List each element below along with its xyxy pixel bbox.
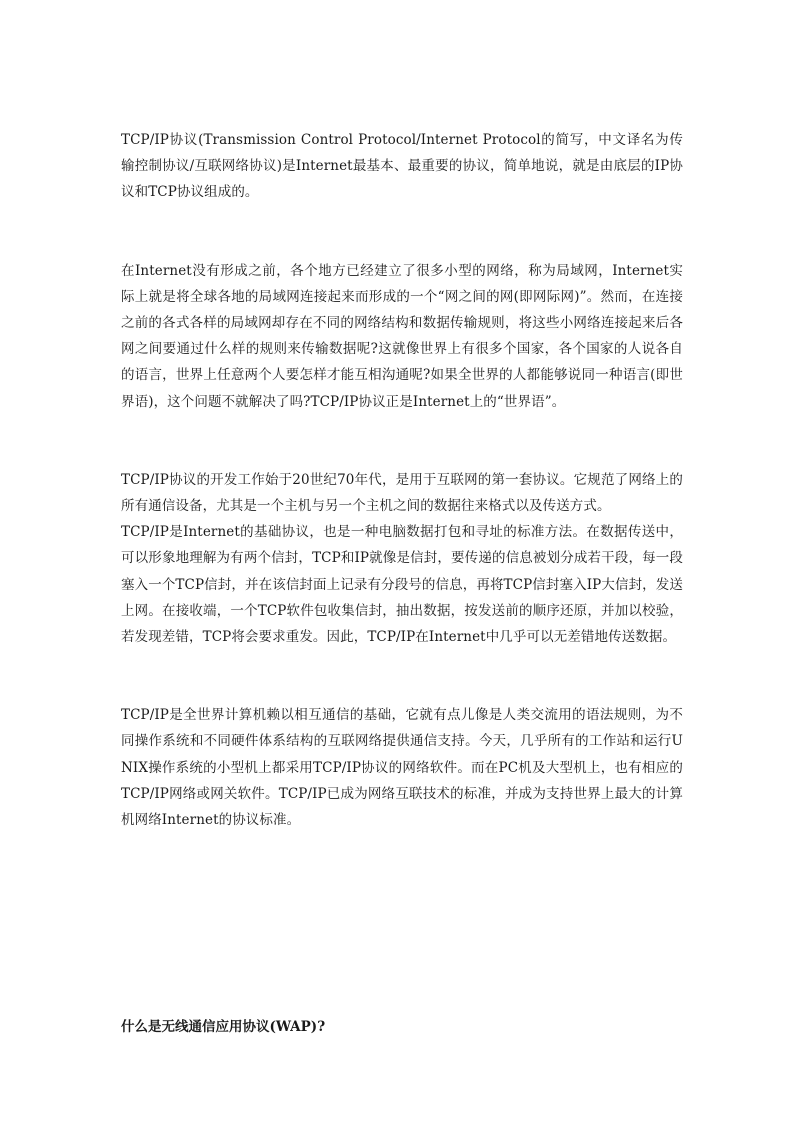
paragraph-tcpip-standard: TCP/IP是全世界计算机赖以相互通信的基础，它就有点儿像是人类交流用的语法规则，为不同操作系统和不同硬件体系结构的互联网络提供通信支持。今天，几乎所有的工作站和运行UNIX操作系统的小型机上都采用TCP/IP协议的网络软件。而在PC机及大型机上，也有相应的TCP/IP网络或网关软件。TCP/IP已成为网络互联技术的标准，并成为支持世界上最大的计算机网络Internet的协议标准。	[121, 707, 683, 829]
paragraph-tcpip-history: TCP/IP协议的开发工作始于20世纪70年代，是用于互联网的第一套协议。它规范了网络上的所有通信设备，尤其是一个主机与另一个主机之间的数据往来格式以及传送方式。	[121, 471, 683, 515]
paragraph-envelope-analogy: TCP/IP是Internet的基础协议，也是一种电脑数据打包和寻址的标准方法。在数据传送中，可以形象地理解为有两个信封，TCP和IP就像是信封，要传递的信息被划分成若干段，每一段塞入一个TCP信封，并在该信封面上记录有分段号的信息，再将TCP信封塞入IP大信封，发送上网。在接收端，一个TCP软件包收集信封，抽出数据，按发送前的顺序还原，并加以校验，若发现差错，TCP将会要求重发。因此，TCP/IP在Internet中几乎可以无差错地传送数据。	[121, 524, 683, 646]
paragraph-tcpip-definition: TCP/IP协议(Transmission Control Protocol/Internet Protocol的简写，中文译名为传输控制协议/互联网络协议)是Internet最基本、最重要的协议，简单地说，就是由底层的IP协议和TCP协议组成的。	[121, 132, 683, 201]
document-body	[121, 127, 683, 833]
paragraph-internet-world-language: 在Internet没有形成之前，各个地方已经建立了很多小型的网络，称为局域网，Internet实际上就是将全球各地的局域网连接起来而形成的一个“网之间的网(即网际网)”。然而，在连接之前的各式各样的局域网却存在不同的网络结构和数据传输规则，将这些小网络连接起来后各网之间要通过什么样的规则来传输数据呢?这就像世界上有很多个国家，各个国家的人说各自的语言，世界上任意两个人要怎样才能互相沟通呢?如果全世界的人都能够说同一种语言(即世界语)，这个问题不就解决了吗?TCP/IP协议正是Internet上的“世界语”。	[121, 262, 683, 410]
section-heading-wap: 什么是无线通信应用协议(WAP)?	[121, 1019, 326, 1035]
